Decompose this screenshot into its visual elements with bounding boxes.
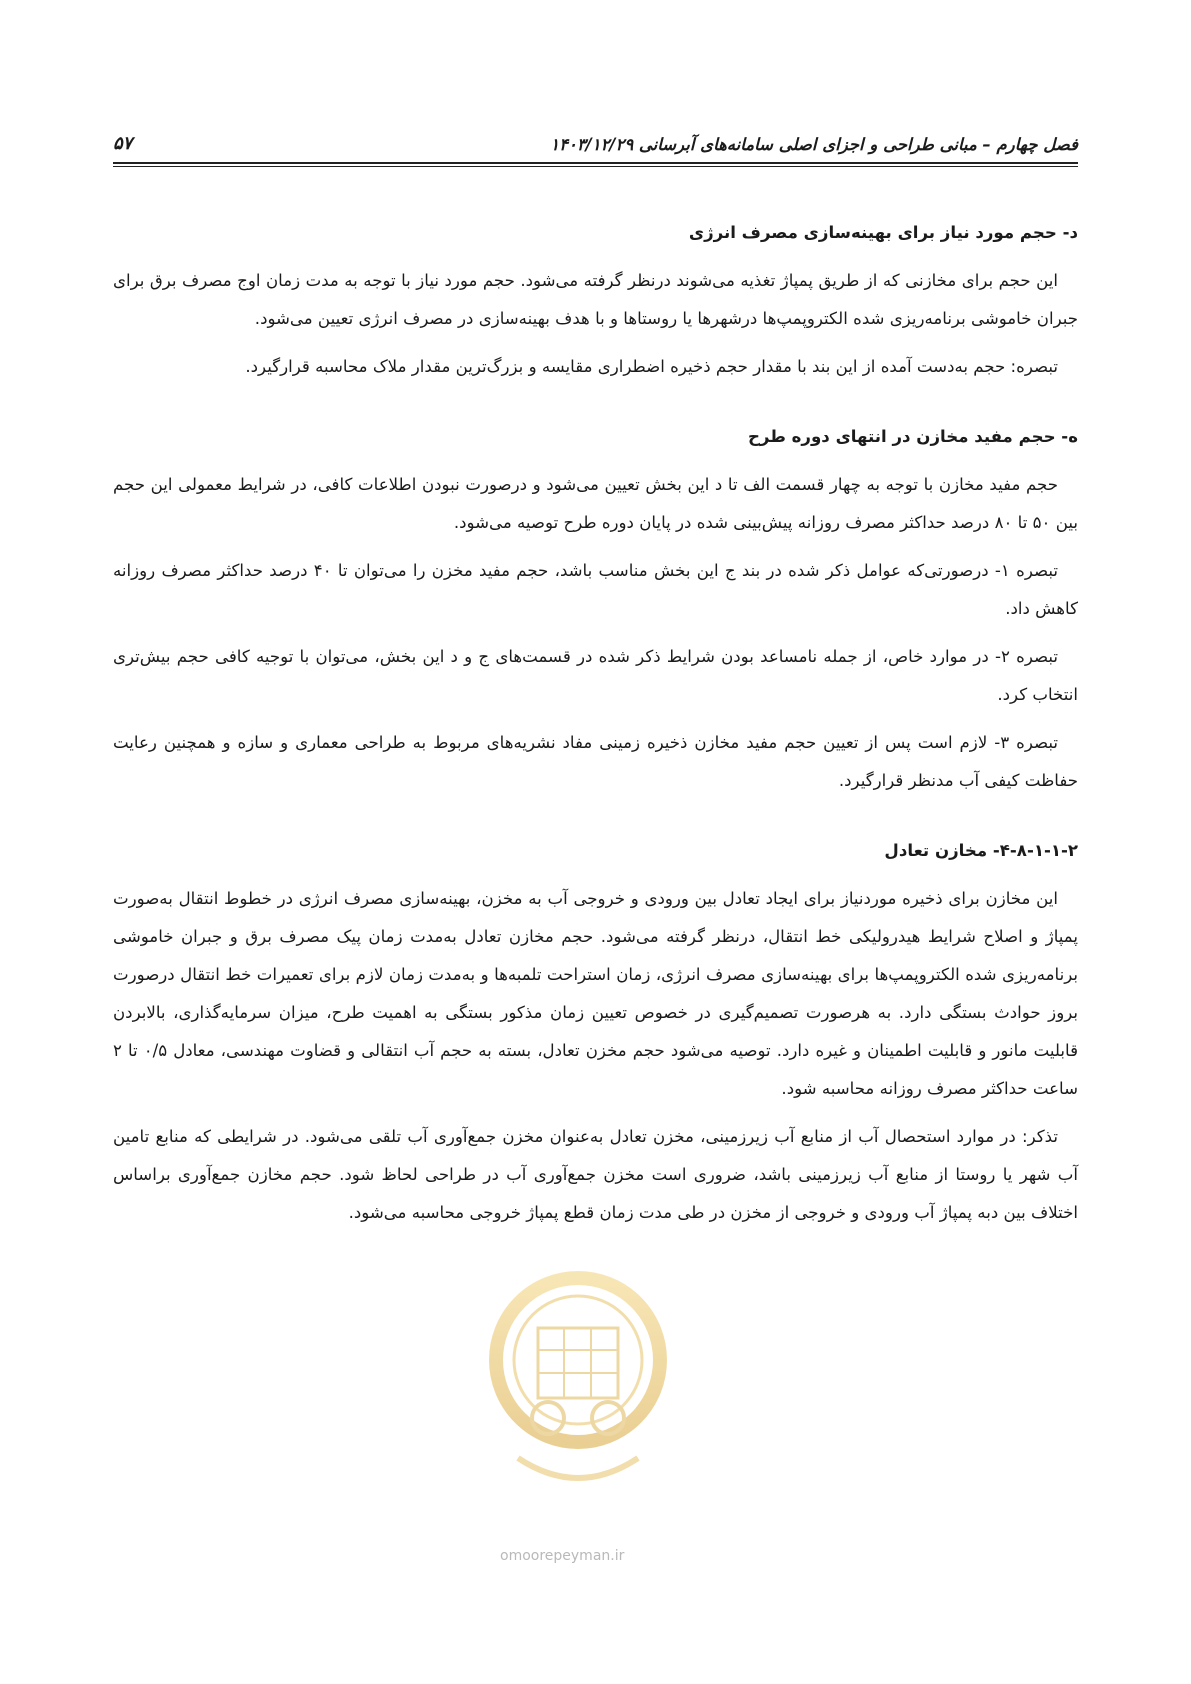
- section-h-paragraph: حجم مفید مخازن با توجه به چهار قسمت الف تا د این بخش تعیین می‌شود و درصورت نبودن اطلاعات کافی، در شرایط معمولی این حجم بین ۵۰ تا ۸۰ درصد حداکثر مصرف روزانه پیش‌بینی شده در پایان دوره طرح توصیه می‌شود.: [113, 475, 1078, 532]
- body-text: [113, 214, 1078, 1242]
- section-d-paragraph: این حجم برای مخازنی که از طریق پمپاژ تغذیه می‌شوند درنظر گرفته می‌شود. حجم مورد نیاز با توجه به مدت زمان اوج مصرف برق برای جبران خاموشی برنامه‌ریزی شده الکتروپمپ‌ها درشهرها یا روستاها و با هدف بهینه‌سازی در مصرف انرژی تعیین می‌شود.: [113, 271, 1078, 328]
- header-rule: [113, 162, 1078, 164]
- page-number: ۵۷: [113, 133, 133, 154]
- header-rule-thin: [113, 166, 1078, 167]
- watermark-site-text: omoorepeyman.ir: [500, 1548, 625, 1564]
- section-h-note-1: تبصره ۱- درصورتی‌که عوامل ذکر شده در بند ج این بخش مناسب باشد، حجم مفید مخزن را می‌توان تا ۴۰ درصد حداکثر مصرف روزانه کاهش داد.: [113, 561, 1078, 618]
- section-balance-paragraph: این مخازن برای ذخیره موردنیاز برای ایجاد تعادل بین ورودی و خروجی آب به مخزن، بهینه‌سازی مصرف انرژی در خطوط انتقال به‌صورت پمپاژ و اصلاح شرایط هیدرولیکی خط انتقال، درنظر گرفته می‌شود. حجم مخازن تعادل به‌مدت زمان پیک مصرف برق و جبران خاموشی برنامه‌ریزی شده الکتروپمپ‌ها برای بهینه‌سازی مصرف انرژی، زمان استراحت تلمبه‌ها و به‌مدت زمان لازم برای تعمیرات خط انتقال درصورت بروز حوادث بستگی دارد. به هرصورت تصمیم‌گیری در خصوص تعیین زمان مذکور بستگی به اهمیت طرح، میزان سرمایه‌گذاری، بالابردن قابلیت مانور و قابلیت اطمینان و غیره دارد. توصیه می‌شود حجم مخزن تعادل، بسته به حجم آب انتقالی و قضاوت مهندسی، معادل ۰/۵ تا ۲ ساعت حداکثر مصرف روزانه محاسبه شود.: [113, 889, 1078, 1098]
- section-d-note: تبصره: حجم به‌دست آمده از این بند با مقدار حجم ذخیره اضطراری مقایسه و بزرگ‌ترین مقدار ملاک محاسبه قرارگیرد.: [245, 357, 1058, 376]
- chapter-title: فصل چهارم – مبانی طراحی و اجزای اصلی سامانه‌های آبرسانی ۱۴۰۳/۱۲/۲۹: [550, 135, 1078, 154]
- section-balance-reminder: تذکر: در موارد استحصال آب از منابع آب زیرزمینی، مخزن تعادل به‌عنوان مخزن جمع‌آوری آب تلقی می‌شود. در شرایطی که منابع تامین آب شهر یا روستا از منابع آب زیرزمینی باشد، ضروری است مخزن جمع‌آوری آب در طراحی لحاظ شود. حجم مخازن جمع‌آوری براساس اختلاف بین دبه پمپاژ آب ورودی و خروجی از مخزن در طی مدت زمان قطع پمپاژ خروجی محاسبه می‌شود.: [113, 1127, 1078, 1222]
- section-h-note-3: تبصره ۳- لازم است پس از تعیین حجم مفید مخازن ذخیره زمینی مفاد نشریه‌های مربوط به طراحی معماری و سازه و همچنین رعایت حفاظت کیفی آب مدنظر قرارگیرد.: [113, 733, 1078, 790]
- section-h-heading: ه- حجم مفید مخازن در انتهای دوره طرح: [747, 427, 1078, 446]
- section-d-heading: د- حجم مورد نیاز برای بهینه‌سازی مصرف انرژی: [688, 223, 1078, 242]
- running-header: [113, 124, 1078, 154]
- watermark-logo-icon: [478, 1268, 678, 1528]
- section-balance-heading: ۴-۸-۱-۱-۲- مخازن تعادل: [884, 841, 1078, 860]
- section-h-note-2: تبصره ۲- در موارد خاص، از جمله نامساعد بودن شرایط ذکر شده در قسمت‌های ج و د این بخش، می‌توان با توجیه کافی حجم بیش‌تری انتخاب کرد.: [113, 647, 1078, 704]
